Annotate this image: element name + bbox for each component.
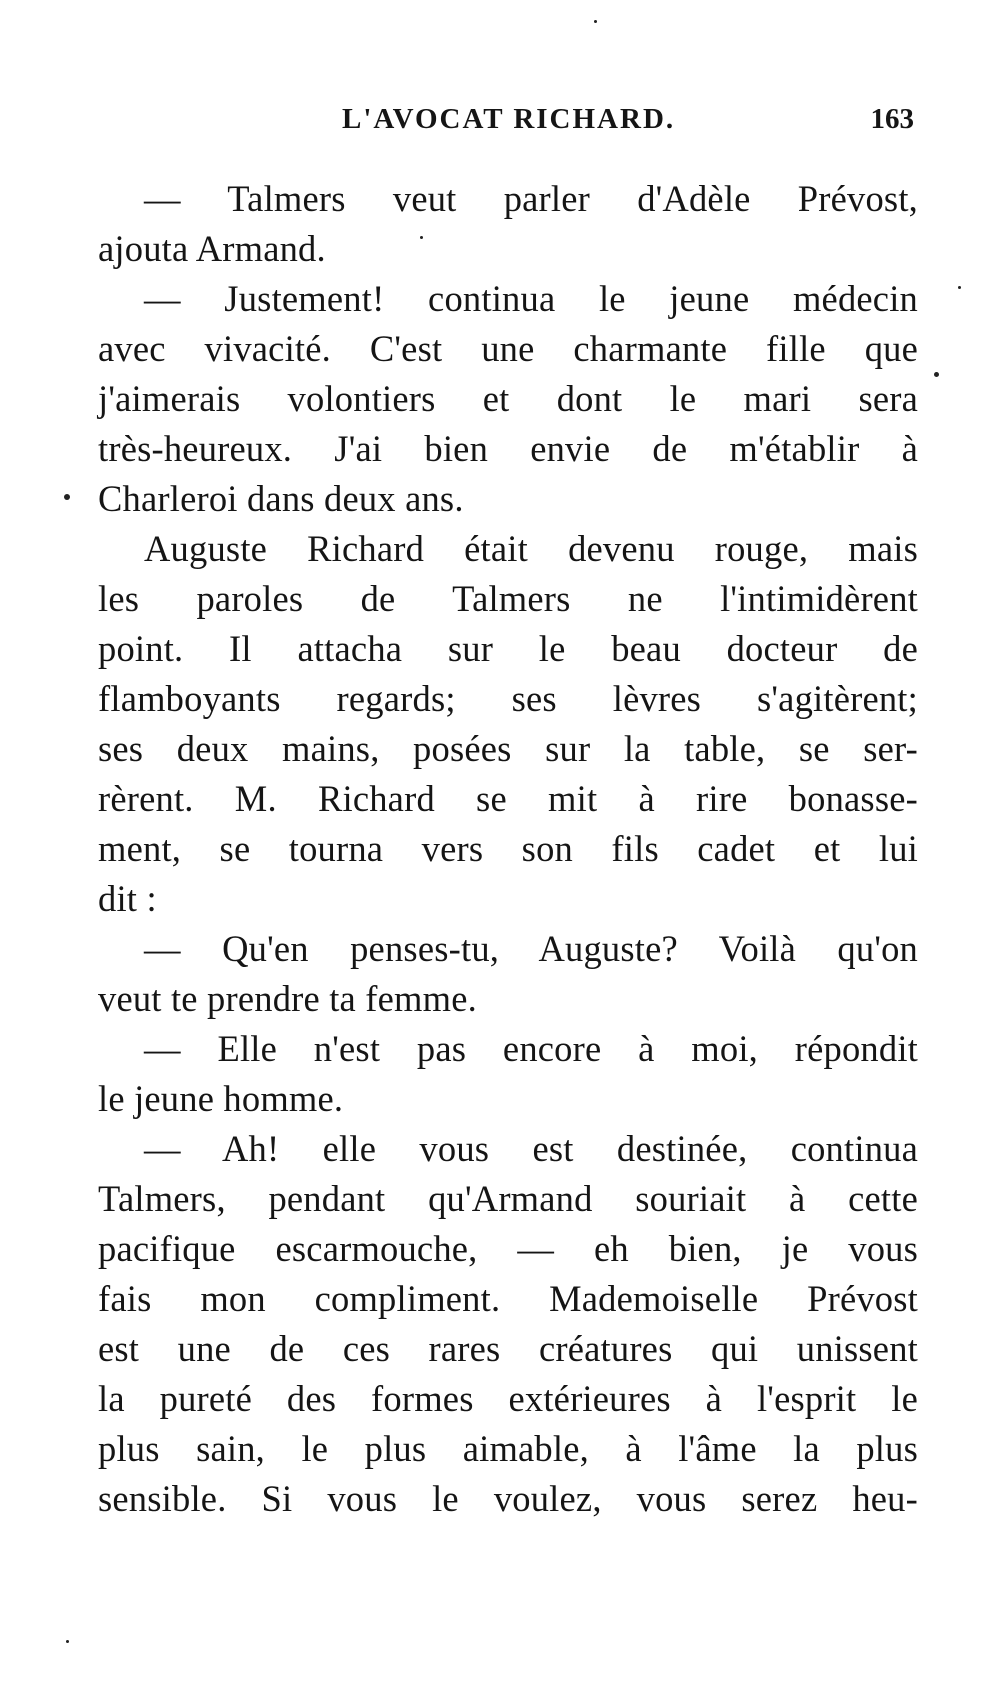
text-line: la pureté des formes extérieures à l'esprit le <box>98 1378 918 1419</box>
text-line: point. Il attacha sur le beau docteur de <box>98 628 918 669</box>
running-title: L'AVOCAT RICHARD. <box>342 103 676 135</box>
text-line: fais mon compliment. Mademoiselle Prévost <box>98 1278 918 1319</box>
body-text <box>98 174 918 1524</box>
ink-speck <box>66 1640 69 1643</box>
text-line: dit : <box>98 878 157 919</box>
ink-speck <box>934 372 939 377</box>
text-line: rèrent. M. Richard se mit à rire bonasse- <box>98 778 918 819</box>
text-line: les paroles de Talmers ne l'intimidèrent <box>98 578 918 619</box>
ink-speck <box>64 494 70 500</box>
text-line: ses deux mains, posées sur la table, se ser- <box>98 728 918 769</box>
page-number: 163 <box>870 103 914 135</box>
ink-speck <box>958 286 961 289</box>
text-line: j'aimerais volontiers et dont le mari sera <box>98 378 918 419</box>
text-line: avec vivacité. C'est une charmante fille que <box>98 328 918 369</box>
text-line: ajouta Armand. <box>98 228 326 269</box>
text-line: ment, se tourna vers son fils cadet et lui <box>98 828 918 869</box>
text-line: Charleroi dans deux ans. <box>98 478 464 519</box>
text-line: Talmers, pendant qu'Armand souriait à cette <box>98 1178 918 1219</box>
running-head <box>98 103 918 143</box>
text-line: — Talmers veut parler d'Adèle Prévost, <box>144 178 918 219</box>
text-line: très-heureux. J'ai bien envie de m'établir à <box>98 428 918 469</box>
text-line: plus sain, le plus aimable, à l'âme la plus <box>98 1428 918 1469</box>
text-line: — Qu'en penses-tu, Auguste? Voilà qu'on <box>144 928 918 969</box>
ink-speck <box>594 20 597 23</box>
text-line: sensible. Si vous le voulez, vous serez heu- <box>98 1478 918 1519</box>
text-line: Auguste Richard était devenu rouge, mais <box>144 528 918 569</box>
text-line: flamboyants regards; ses lèvres s'agitèrent; <box>98 678 918 719</box>
ink-speck <box>420 236 423 239</box>
text-line: pacifique escarmouche, — eh bien, je vous <box>98 1228 918 1269</box>
text-line: — Ah! elle vous est destinée, continua <box>144 1128 918 1169</box>
text-line: — Elle n'est pas encore à moi, répondit <box>144 1028 918 1069</box>
text-line: veut te prendre ta femme. <box>98 978 477 1019</box>
text-line: — Justement! continua le jeune médecin <box>144 278 918 319</box>
text-line: le jeune homme. <box>98 1078 344 1119</box>
text-line: est une de ces rares créatures qui unissent <box>98 1328 918 1369</box>
